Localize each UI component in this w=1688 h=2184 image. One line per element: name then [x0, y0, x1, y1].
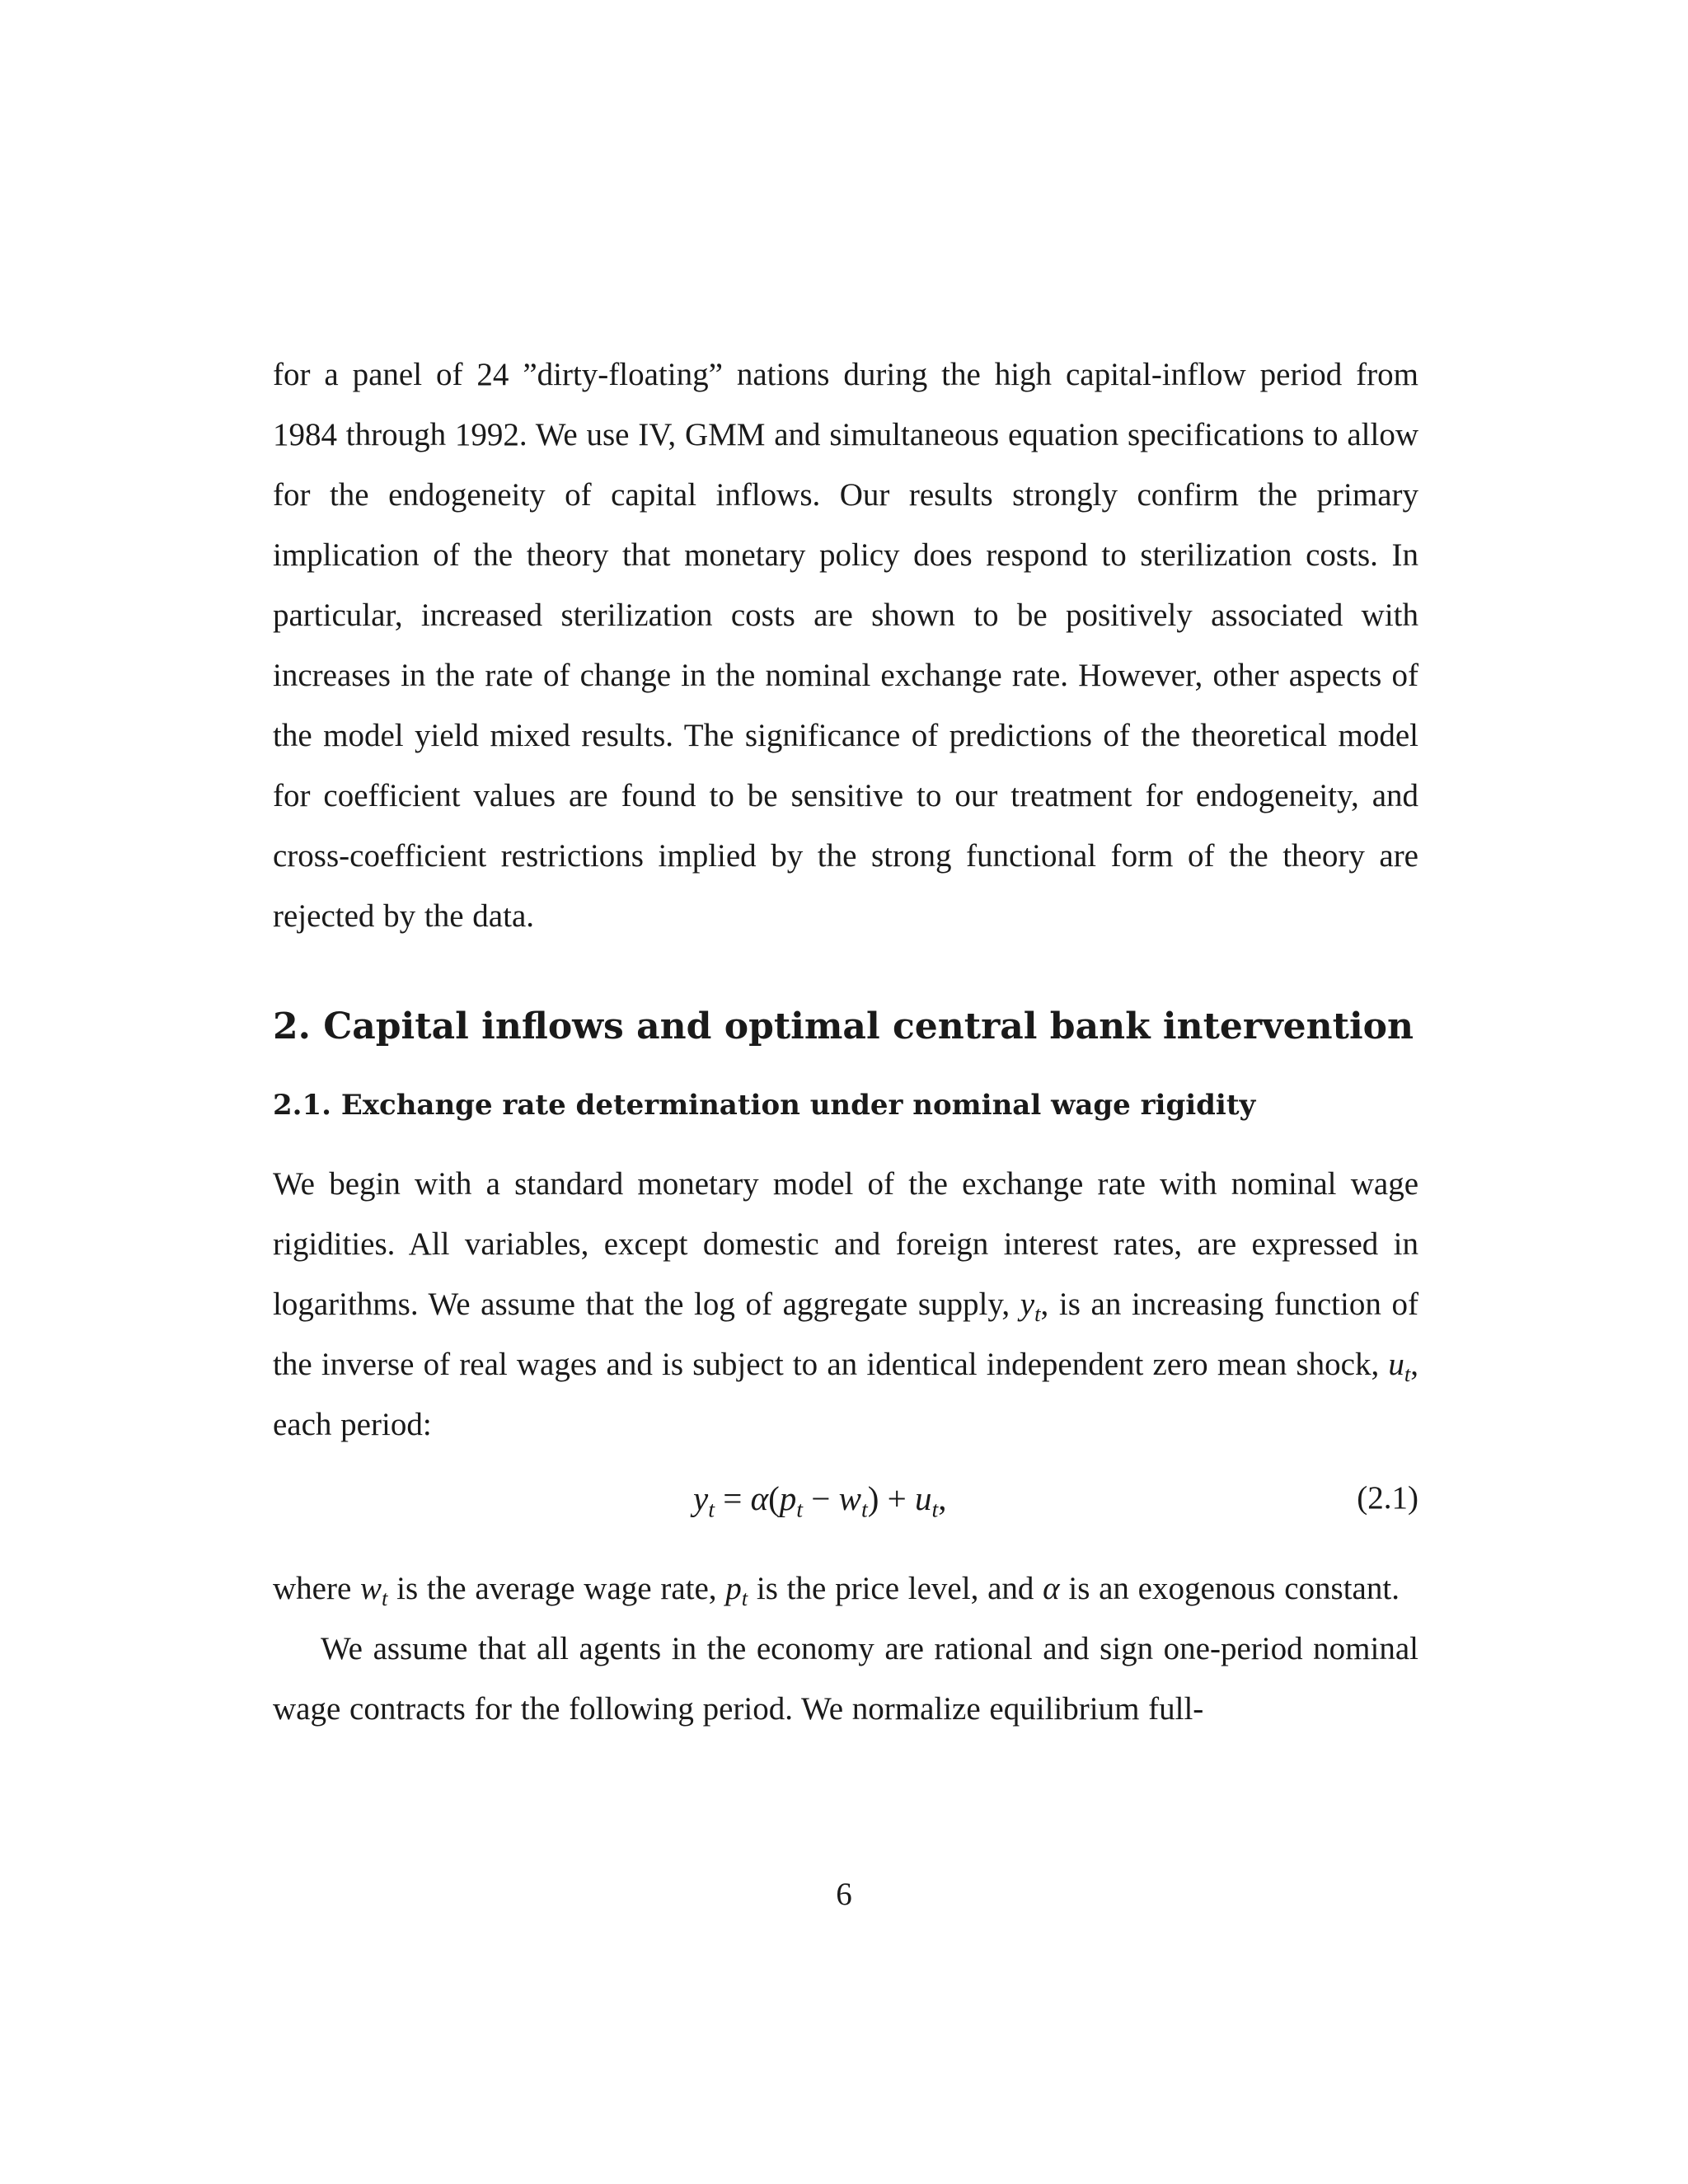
equation-2-1 — [273, 1469, 1418, 1527]
equation-number: (2.1) — [1357, 1480, 1418, 1516]
paragraph-agents: We assume that all agents in the economy are rational and sign one-period nominal wage contracts for the following period. We normalize equilibrium full- — [273, 1631, 1418, 1727]
paragraph-text: where — [273, 1571, 361, 1606]
paragraph-model-intro — [273, 1154, 1418, 1455]
math-subscript: t — [796, 1497, 804, 1523]
math-subscript: t — [1034, 1301, 1041, 1326]
page-number: 6 — [836, 1877, 852, 1912]
paragraph-text: is an exogenous constant. — [1059, 1571, 1400, 1606]
paragraph-text: is the average wage rate, — [387, 1571, 726, 1606]
paragraph-continued: for a panel of 24 ”dirty-floating” nations during the high capital-inflow period from 1984 through 1992. We use IV, GMM and simultaneous equation specifications to allow for the endogeneity of capital inflows. Our results strongly confirm the primary implication of the theory that monetary policy does respond to sterilization costs. In particular, increased sterilization costs are shown to be positively associated with increases in the rate of change in the nominal exchange rate. However, other aspects of the model yield mixed results. The significance of predictions of the theoretical model for coefficient values are found to be sensitive to our treatment for endogeneity, and cross-coefficient restrictions implied by the strong functional form of the theory are rejected by the data. — [273, 357, 1418, 934]
math-var-p: p — [779, 1479, 797, 1517]
math-var-w: w — [360, 1571, 382, 1606]
page-content — [273, 344, 1418, 1739]
section-heading: 2. Capital inflows and optimal central bank intervention — [273, 1005, 1414, 1047]
math-var-u: u — [915, 1479, 932, 1517]
math-subscript: t — [741, 1585, 748, 1610]
math-subscript: t — [1404, 1361, 1411, 1386]
paragraph-text: We begin with a standard monetary model of the exchange rate with nominal wage rigidities. All variables, except domestic and foreign interest rates, are expressed in logarithms. We assume that the log of aggregate supply, — [273, 1166, 1418, 1322]
math-subscript: t — [931, 1497, 939, 1523]
math-op: − — [803, 1479, 839, 1517]
math-op: , — [938, 1479, 947, 1517]
paragraph-text: , is an increasing function of the inverse of real wages and is subject to an identical independent zero mean shock, — [273, 1286, 1418, 1382]
math-op: ( — [768, 1479, 780, 1517]
math-subscript: t — [861, 1497, 868, 1523]
subsection-heading: 2.1. Exchange rate determination under nominal wage rigidity — [273, 1089, 1256, 1122]
paragraph-text: is the price level, and — [748, 1571, 1043, 1606]
math-subscript: t — [708, 1497, 715, 1523]
math-var-y: y — [1020, 1286, 1035, 1322]
math-var-y: y — [693, 1479, 709, 1517]
math-alpha: α — [750, 1479, 769, 1517]
math-subscript: t — [382, 1585, 388, 1610]
math-alpha: α — [1043, 1571, 1060, 1606]
math-op: = — [714, 1479, 751, 1517]
math-op: ) + — [867, 1479, 916, 1517]
paragraph-text: , each period: — [273, 1347, 1418, 1442]
equation-body — [693, 1469, 947, 1527]
math-var-p: p — [725, 1571, 742, 1606]
math-var-u: u — [1388, 1347, 1404, 1382]
paragraph-where — [273, 1558, 1418, 1619]
math-var-w: w — [838, 1479, 861, 1517]
